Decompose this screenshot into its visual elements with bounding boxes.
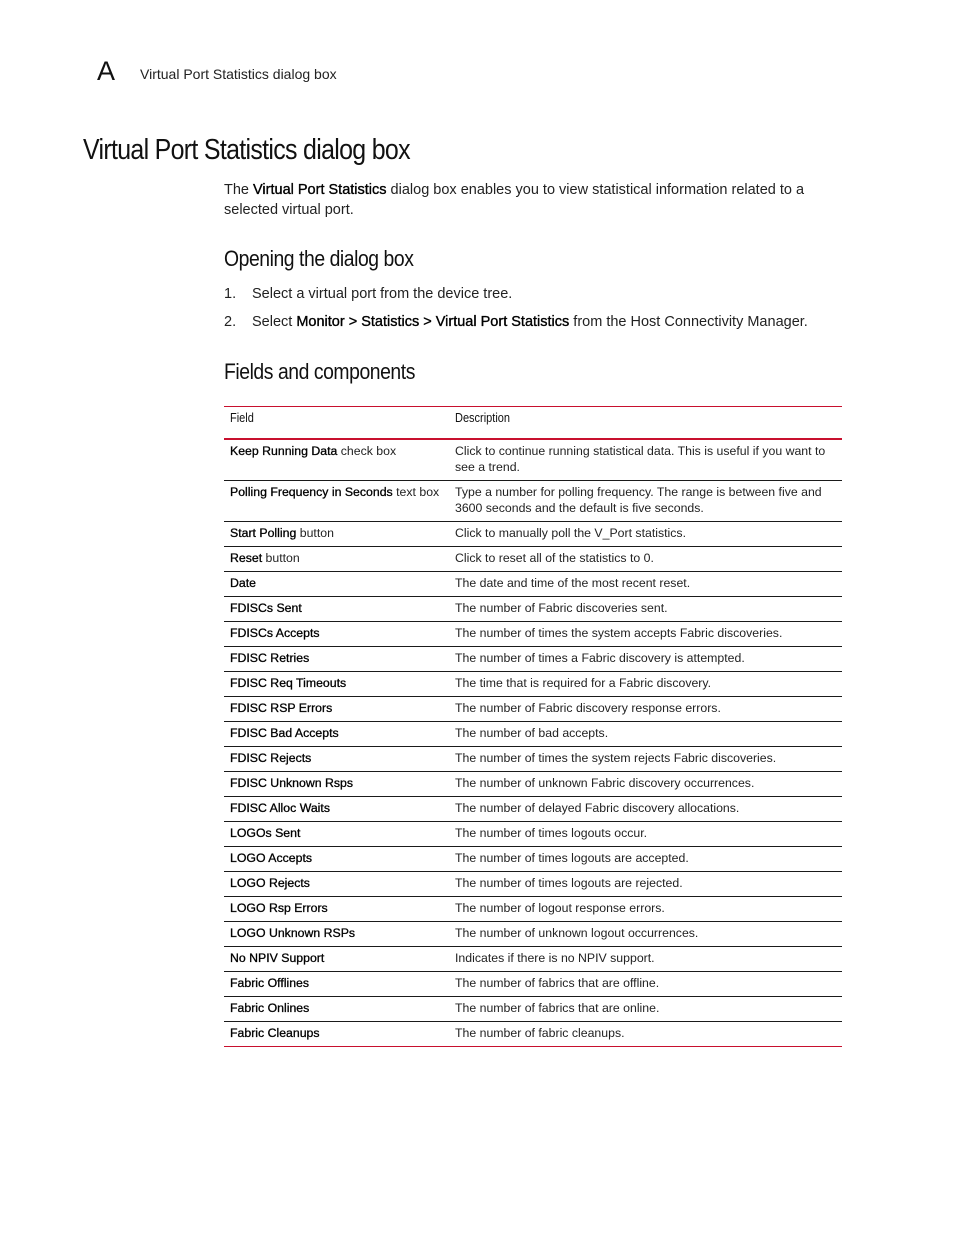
field-name: Polling Frequency in Seconds (230, 485, 393, 499)
field-cell (224, 572, 449, 597)
table-row (224, 822, 842, 847)
table-row (224, 597, 842, 622)
description-cell: The number of times the system accepts Fabric discoveries. (455, 626, 783, 640)
table-row (224, 481, 842, 522)
description-cell: The number of times the system rejects Fabric discoveries. (455, 751, 777, 765)
intro-paragraph (224, 181, 834, 220)
field-cell (224, 897, 449, 922)
field-cell (224, 847, 449, 872)
field-cell (224, 772, 449, 797)
table-row (224, 947, 842, 972)
field-name: Fabric Cleanups (230, 1026, 320, 1040)
field-name: LOGO Rejects (230, 876, 310, 890)
field-cell (224, 439, 449, 481)
description-cell: The number of delayed Fabric discovery allocations. (455, 801, 740, 815)
description-cell: Click to reset all of the statistics to 0. (455, 551, 654, 565)
field-name: LOGO Rsp Errors (230, 901, 328, 915)
field-name: LOGO Accepts (230, 851, 313, 865)
field-cell (224, 597, 449, 622)
field-name: FDISC Unknown Rsps (230, 776, 354, 790)
intro-suffix: dialog box enables you to view statistical information related to a selected virtual port. (224, 182, 805, 218)
description-cell: The number of bad accepts. (455, 726, 609, 740)
field-name: FDISC Retries (230, 651, 310, 665)
field-type: check box (337, 444, 397, 458)
table-row (224, 647, 842, 672)
field-name: Start Polling (230, 526, 297, 540)
field-name: Reset (230, 551, 263, 565)
field-cell (224, 622, 449, 647)
description-cell: Type a number for polling frequency. The range is between five and 3600 seconds and the default is five seconds. (455, 485, 822, 515)
step-item (224, 312, 844, 332)
field-cell (224, 672, 449, 697)
step-text: Select a virtual port from the device tree. (252, 286, 513, 302)
field-name: FDISCs Accepts (230, 626, 320, 640)
table-row (224, 1022, 842, 1047)
description-cell: The number of Fabric discoveries sent. (455, 601, 668, 615)
field-name: LOGOs Sent (230, 826, 301, 840)
table-row (224, 572, 842, 597)
field-type: button (296, 526, 334, 540)
fields-table (224, 406, 842, 1047)
table-row (224, 522, 842, 547)
column-header-field-label: Field (230, 411, 254, 425)
description-cell: The number of fabrics that are offline. (455, 976, 660, 990)
field-cell (224, 922, 449, 947)
field-cell (224, 822, 449, 847)
page-title: Virtual Port Statistics dialog box (83, 134, 410, 166)
intro-dialog-name: Virtual Port Statistics (253, 182, 387, 198)
table-row (224, 622, 842, 647)
table-row (224, 872, 842, 897)
opening-section-heading: Opening the dialog box (224, 246, 414, 271)
field-name: FDISC RSP Errors (230, 701, 333, 715)
field-type: button (262, 551, 300, 565)
field-type: text box (392, 485, 440, 499)
field-name: Fabric Onlines (230, 1001, 310, 1015)
table-row (224, 897, 842, 922)
field-cell (224, 997, 449, 1022)
column-header-field (224, 407, 449, 440)
table-row (224, 997, 842, 1022)
description-cell: The number of logout response errors. (455, 901, 665, 915)
description-cell: The number of unknown logout occurrences. (455, 926, 699, 940)
field-name: Fabric Offlines (230, 976, 310, 990)
table-body (224, 439, 842, 1047)
description-cell: The number of times logouts are accepted. (455, 851, 689, 865)
field-cell (224, 972, 449, 997)
description-cell: The number of Fabric discovery response errors. (455, 701, 721, 715)
field-cell (224, 722, 449, 747)
steps-list (224, 284, 844, 332)
intro-prefix: The (224, 182, 254, 198)
step-item (224, 284, 844, 304)
table-row (224, 772, 842, 797)
step-number: 1. (224, 286, 237, 302)
description-cell: Indicates if there is no NPIV support. (455, 951, 655, 965)
field-cell (224, 697, 449, 722)
description-cell: Click to manually poll the V_Port statistics. (455, 526, 686, 540)
field-name: FDISC Req Timeouts (230, 676, 347, 690)
table-row (224, 747, 842, 772)
description-cell: The number of unknown Fabric discovery occurrences. (455, 776, 755, 790)
fields-section-heading: Fields and components (224, 359, 415, 384)
field-name: Keep Running Data (230, 444, 338, 458)
description-cell: Click to continue running statistical data. This is useful if you want to see a trend. (455, 444, 826, 474)
field-name: Date (230, 576, 256, 590)
table-row (224, 439, 842, 481)
field-name: No NPIV Support (230, 951, 325, 965)
table-row (224, 672, 842, 697)
field-cell (224, 747, 449, 772)
description-cell: The number of fabrics that are online. (455, 1001, 660, 1015)
field-name: FDISC Rejects (230, 751, 312, 765)
field-cell (224, 1022, 449, 1047)
column-header-description (449, 407, 842, 440)
field-name: FDISC Alloc Waits (230, 801, 330, 815)
description-cell: The number of times logouts occur. (455, 826, 648, 840)
step-number: 2. (224, 314, 237, 330)
table-row (224, 797, 842, 822)
menu-path: Monitor > Statistics > Virtual Port Statistics (296, 314, 570, 330)
field-name: FDISCs Sent (230, 601, 302, 615)
step-text-prefix: Select (252, 314, 297, 330)
field-cell (224, 522, 449, 547)
field-name: LOGO Unknown RSPs (230, 926, 356, 940)
table-row (224, 972, 842, 997)
table-row (224, 722, 842, 747)
field-cell (224, 647, 449, 672)
field-cell (224, 872, 449, 897)
table-row (224, 922, 842, 947)
description-cell: The time that is required for a Fabric discovery. (455, 676, 712, 690)
table-row (224, 847, 842, 872)
field-cell (224, 797, 449, 822)
appendix-letter: A (97, 56, 116, 86)
field-cell (224, 481, 449, 522)
description-cell: The number of times logouts are rejected. (455, 876, 683, 890)
field-name: FDISC Bad Accepts (230, 726, 339, 740)
table-header-row (224, 407, 842, 440)
description-cell: The number of times a Fabric discovery is attempted. (455, 651, 745, 665)
description-cell: The number of fabric cleanups. (455, 1026, 625, 1040)
table-row (224, 547, 842, 572)
column-header-description-label: Description (455, 411, 511, 425)
table-row (224, 697, 842, 722)
running-header-title: Virtual Port Statistics dialog box (140, 66, 337, 82)
step-text-suffix: from the Host Connectivity Manager. (569, 314, 808, 330)
field-cell (224, 547, 449, 572)
description-cell: The date and time of the most recent reset. (455, 576, 691, 590)
field-cell (224, 947, 449, 972)
